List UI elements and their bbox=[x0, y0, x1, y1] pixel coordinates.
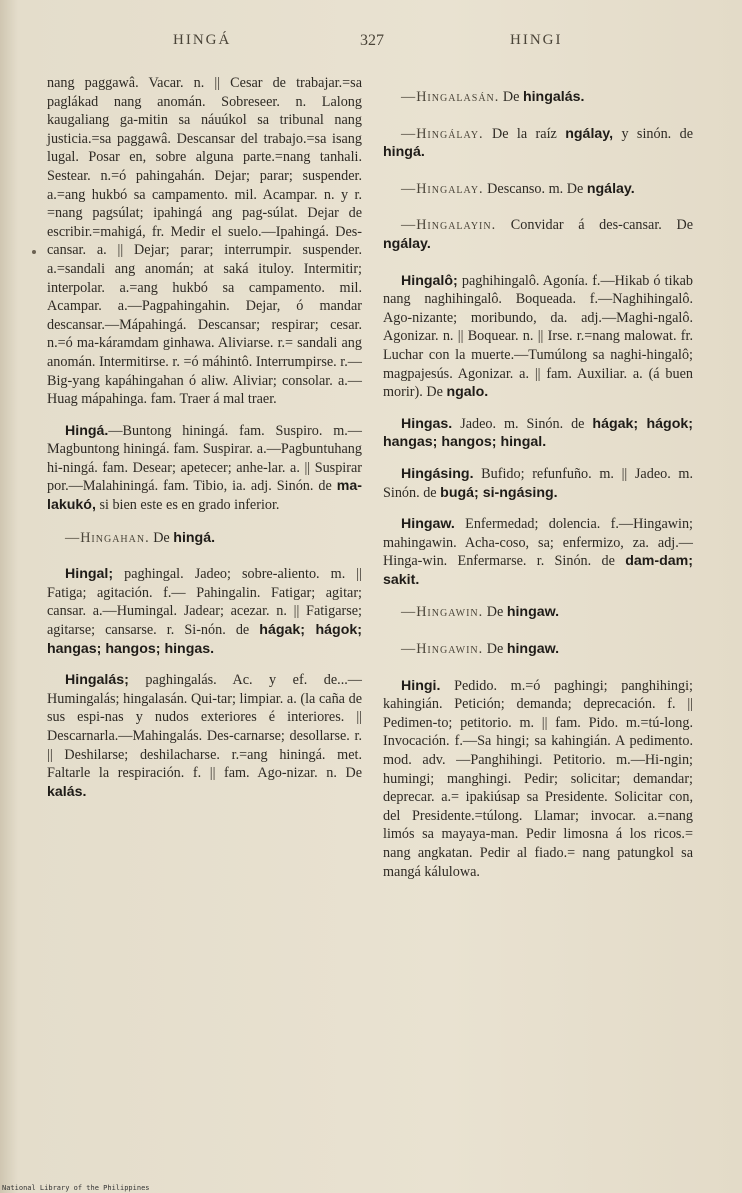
cross-reference bbox=[383, 125, 693, 162]
reference-word: ngálay, bbox=[565, 125, 614, 142]
definition-text: paghihingalô. Agonía. f.—Hikab ó tikab nang naghihingalô. Boqueada. f.—Naghihingalô. Ago-nizante; moribundo, da. adj.—Maghi-ngalô. Agonizar. n. || Boquear. n. || Irse. r.=nang malowat. fr. Luchar con la muerte.—Tumúlong sa naghi-hingalô; magpajesús. Agonizar. a. || fam. Auxiliar. a. (á buen morir). De bbox=[383, 272, 693, 401]
definition-text: nang paggawâ. Vacar. n. || Cesar de trabajar.=sa paglákad nang anomán. Sobreseer. n. Lalong kaugaliang ga-mitin sa náuúkol sa tribunal nang justicia.=sa paggawâ. Descansar del trabajo.=sa isang lugal. Posar en, sobre alguna parte.=nang tanhali. Sestear. n.=ó pahingahán. Dejar; parar; suspender. a.=ang hukbó sa campamento. mil. Acampar. n. y r. =nang pagsúlat; ipahingá ang pag-súlat. Dejar de escribir.=mahigá, fr. Medir el suelo.—Ipahingá. Des-cansar. a. || Dejar; parar; interrumpir. suspender. a.=sandali ang anomán; at saká ituloy. Intermitir; interpolar. a.=ang hukbó sa campamento. mil. Acampar. a.—Pagpahingahin. Dejar, ó mandar descansar.—Mápahingá. Descansar; respirar; cesar. n.=ó ma-káramdam ginhawa. Aliviarse. r.= sandali ang anomán. Intermitirse. r. =ó máhintô. Interrumpirse. r.—Big-yang kapáhingahan ó aliw. Aliviar; consolar. a.—Huag mápahinga. fam. Traer á mal traer. bbox=[47, 75, 362, 408]
headword: Hingaw. bbox=[401, 516, 455, 533]
cross-reference bbox=[383, 180, 693, 199]
definition-text: —Buntong hiningá. fam. Suspiro. m.—Magbuntong hiningá. fam. Suspirar. a.—Pagbuntuhang hi-ningá. fam. Desear; apetecer; anhe-lar. a. || Suspirar por.—Malahiningá. fam. Tibio, ia. adj. Sinón. de bbox=[47, 422, 362, 495]
definition-text: De bbox=[149, 529, 174, 546]
page-number: 327 bbox=[360, 32, 384, 49]
definition-text: Enfermedad; dolencia. f.—Hingawin; mahingawin. Acha-coso, sa; enfermizo, za. adj.—Hinga-win. Enfermarse. r. Sinón. de bbox=[383, 516, 693, 570]
cross-reference bbox=[47, 529, 362, 548]
derived-form: —Hingalayin. bbox=[401, 217, 497, 234]
headword: Hingi. bbox=[401, 677, 441, 694]
library-credit: National Library of the Philippines bbox=[2, 1184, 150, 1192]
dictionary-entry bbox=[383, 677, 693, 882]
reference-word: hingaw. bbox=[506, 604, 560, 621]
dictionary-entry bbox=[47, 671, 362, 801]
definition-text: Pedido. m.=ó paghingi; panghihingi; kahingián. Petición; demanda; deprecación. f. || Pedimen-to; petitorio. m. || fam. Pido. m.=tú-long. Invocación. f.—Sa hingi; sa kahingián. A pedimento. mod. adv. —Panghihingi. Petitorio. m.—Hi-ngin; humingi; manghingi. Pedir; solicitar; demandar; deprecar. a.= ipakiúsap sa Presidente. Solicitar con, del Presidente.=túlong. Llamar; invocar. a.=nang limós sa mayaya-man. Pedir limosna á los ricos.= nang angkatan. Pedir al fiado.= nang patungkol sa mangá kálulowa. bbox=[383, 677, 693, 880]
definition-text: Descanso. m. De bbox=[483, 180, 587, 197]
headword: Hingal; bbox=[65, 566, 114, 583]
definition-text: Bufido; refunfuño. m. || Jadeo. m. Sinón. de bbox=[383, 465, 693, 501]
synonym-words: hágak; hágok; hangas; hangos; hingal. bbox=[383, 415, 693, 451]
synonym-words: ngalo. bbox=[446, 384, 489, 401]
reference-word: ngálay. bbox=[383, 235, 431, 252]
synonym-words: hágak; hágok; hangas; hangos; hingas. bbox=[47, 622, 362, 657]
dictionary-entry bbox=[383, 415, 693, 452]
synonym-words: ma-lakukó, bbox=[47, 478, 362, 514]
definition-text: y sinón. de bbox=[613, 125, 694, 142]
reference-word: ngálay. bbox=[586, 180, 635, 197]
definition-text: De bbox=[499, 89, 523, 105]
dictionary-entry bbox=[47, 565, 362, 658]
dictionary-entry bbox=[383, 272, 693, 402]
definition-text: paghingalás. Ac. y ef. de...—Humingalás; hingalasán. Qui-tar; limpiar. a. (la caña de sus espi-nas y nudos exteriores é interiores. || Descarnarla.—Mahingalás. Des-carnarse; desollarse. r. || Deshilarse; deshilacharse. r.=ang hiningá. met. Faltarle la respiración. f. || fam. Ago-nizar. n. De bbox=[47, 672, 362, 782]
definition-text: si bien este es en grado inferior. bbox=[95, 497, 280, 514]
cross-reference bbox=[383, 216, 693, 253]
headword: Hingalás; bbox=[65, 672, 129, 689]
derived-form: —Hingahan. bbox=[65, 529, 150, 546]
right-column bbox=[383, 74, 693, 894]
dictionary-entry bbox=[383, 465, 693, 502]
headword: Hingásing. bbox=[401, 465, 474, 482]
headword: Hingalô; bbox=[401, 272, 458, 289]
definition-text: De la raíz bbox=[483, 125, 566, 142]
definition-text: De bbox=[483, 604, 507, 621]
derived-form: —Hingalasán. bbox=[401, 89, 500, 105]
derived-form: —Hingawin. bbox=[401, 641, 484, 658]
derived-form: —Hingálay. bbox=[401, 125, 484, 142]
left-column bbox=[47, 74, 362, 814]
headword: Hingas. bbox=[401, 415, 453, 432]
derived-form: —Hingalay. bbox=[401, 180, 484, 197]
definition-text: Convidar á des-cansar. De bbox=[496, 217, 693, 234]
definition-text: paghingal. Jadeo; sobre-aliento. m. || Fatiga; agitación. f.— Pahingalin. Fatigar; agitar; cansar. a.—Humingal. Jadear; acezar. n. || Fatigarse; agitarse; cansarse. r. Si-nón. de bbox=[47, 566, 362, 639]
dictionary-entry bbox=[383, 515, 693, 589]
header-left-guide-word: HINGÁ bbox=[173, 32, 232, 48]
reference-word: hingá. bbox=[173, 529, 216, 546]
cross-reference bbox=[383, 640, 693, 659]
synonym-words: dam-dam; sakit. bbox=[383, 553, 693, 588]
synonym-words: hingá. bbox=[383, 144, 425, 161]
headword: Hingá. bbox=[65, 422, 109, 439]
reference-word: hingalás. bbox=[522, 89, 585, 105]
derived-form: —Hingawin. bbox=[401, 604, 484, 621]
definition-text: Jadeo. m. Sinón. de bbox=[452, 415, 593, 432]
reference-word: hingaw. bbox=[506, 641, 560, 658]
dictionary-entry bbox=[47, 422, 362, 515]
cross-reference bbox=[383, 88, 693, 107]
synonym-words: bugá; si-ngásing. bbox=[440, 484, 558, 501]
entry-continuation bbox=[47, 74, 362, 409]
definition-text: De bbox=[483, 641, 507, 658]
running-header bbox=[0, 32, 742, 56]
cross-reference bbox=[383, 603, 693, 622]
margin-mark bbox=[32, 250, 36, 254]
header-right-guide-word: HINGI bbox=[510, 32, 563, 48]
synonym-words: kalás. bbox=[47, 783, 87, 800]
